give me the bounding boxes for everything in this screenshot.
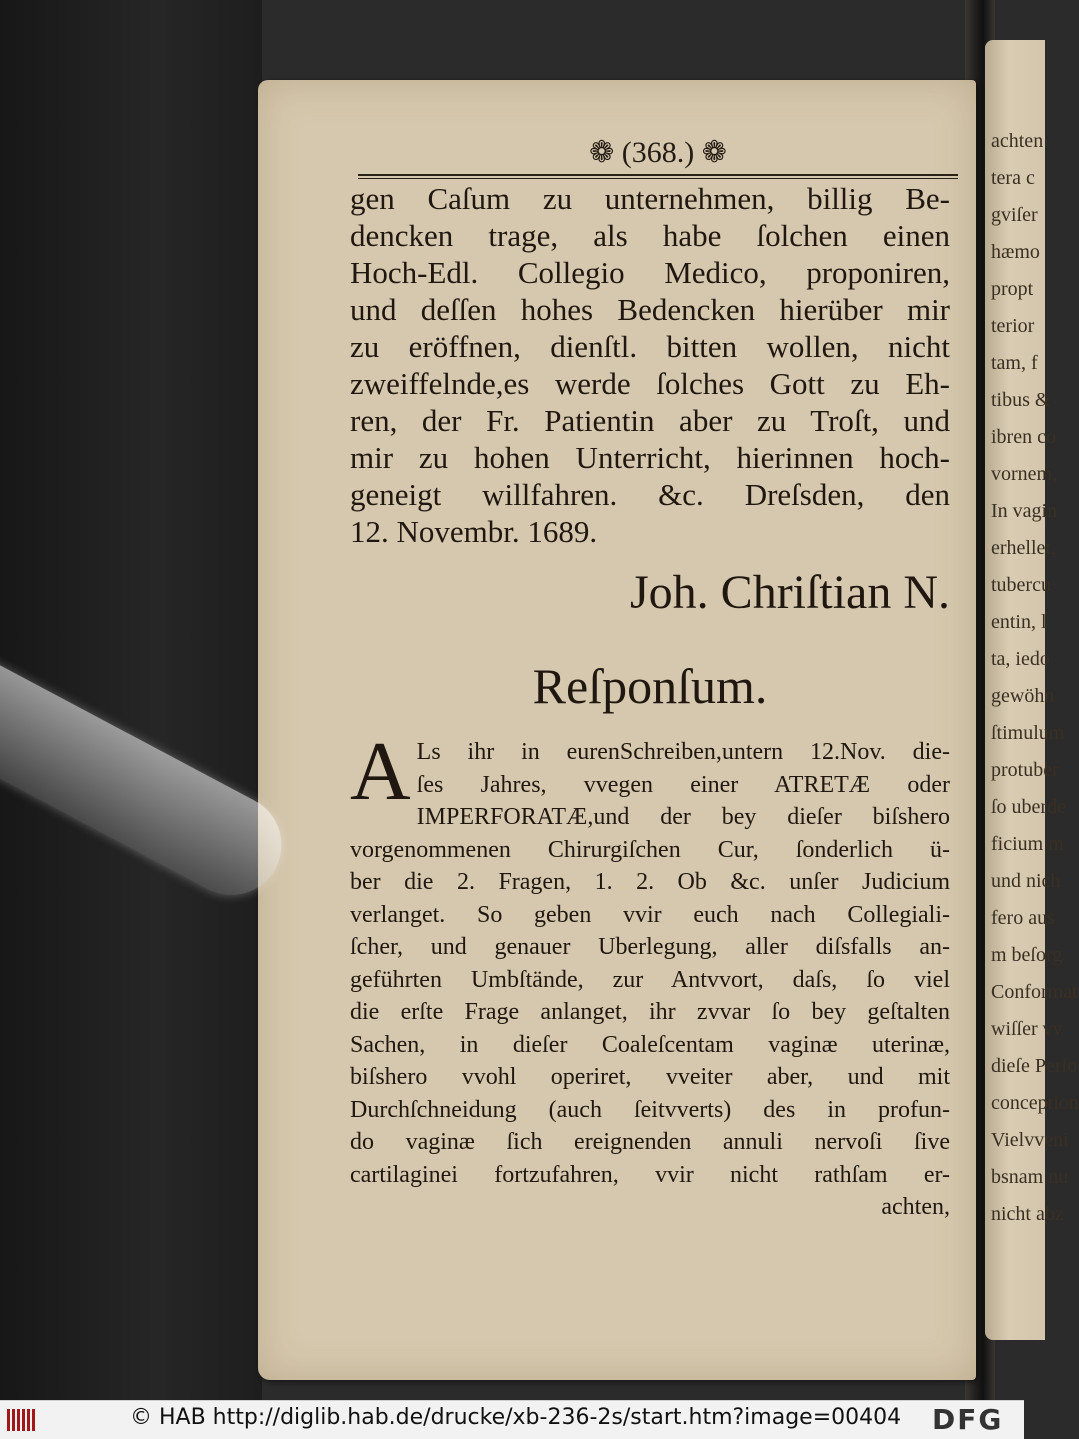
adjacent-page-fragment: ibren co	[991, 426, 1056, 448]
copyright-url[interactable]: © HAB http://diglib.hab.de/drucke/xb-236-2s/start.htm?image=00404	[130, 1405, 902, 1430]
text-line: dencken trage, als habe ſolchen einen	[350, 218, 950, 253]
text-line: und deſſen hohes Bedencken hierüber mir	[350, 292, 950, 327]
page-text	[350, 180, 950, 1223]
adjacent-page-fragment: Vielvveni	[991, 1129, 1069, 1151]
text-line: ber die 2. Fragen, 1. 2. Ob &c. unſer Judicium	[350, 869, 950, 895]
adjacent-page-fragment: und nich	[991, 870, 1061, 892]
adjacent-page-fragment: In vagin	[991, 500, 1058, 522]
text-line: cartilaginei fortzufahren, vvir nicht rathſam er-	[350, 1161, 950, 1188]
text-line: gen Caſum zu unternehmen, billig Be-	[350, 181, 950, 216]
adjacent-page-fragment: wiſſer vv	[991, 1018, 1063, 1040]
adjacent-page-fragment: entin, l	[991, 611, 1047, 633]
adjacent-page-fragment: bsnam nu	[991, 1166, 1069, 1188]
section-heading: Reſponſum.	[532, 658, 768, 714]
adjacent-page-fragment: nicht abz	[991, 1203, 1064, 1225]
adjacent-page-fragment: vornem,	[991, 463, 1058, 485]
text-line: ren, der Fr. Patientin aber zu Troſt, und	[350, 403, 950, 438]
adjacent-page-fragment: tam, f	[991, 352, 1038, 374]
text-line: Durchſchneidung (auch ſeitvverts) des in profun-	[350, 1096, 950, 1123]
text-line: geführten Umbſtände, zur Antvvort, daſs, ſo viel	[350, 966, 950, 993]
adjacent-page-fragment: tera c	[991, 167, 1035, 189]
adjacent-page-fragment: ta, iedo	[991, 648, 1050, 670]
adjacent-page-fragment: hæmo	[991, 241, 1040, 263]
text-line: ſcher, und genauer Uberlegung, aller diſsfalls an-	[350, 934, 950, 960]
letter-paragraph	[350, 180, 950, 550]
adjacent-page-edge	[985, 40, 1079, 1340]
footer-bar	[0, 1400, 1024, 1439]
text-line: zweiffelnde,es werde ſolches Gott zu Eh-	[350, 366, 950, 401]
text-line: IMPERFORATÆ,und der bey dieſer biſshero	[416, 804, 950, 830]
adjacent-page-fragment: tubercu	[991, 574, 1051, 596]
text-line: do vaginæ ſich ereignenden annuli nervoſi ſive	[350, 1129, 950, 1155]
adjacent-page-fragment: achten	[991, 130, 1044, 152]
text-line: ſes Jahres, vvegen einer ATRETÆ oder	[416, 771, 950, 798]
text-line: verlanget. So geben vvir euch nach Collegiali-	[350, 901, 950, 928]
text-line: 12. Novembr. 1689.	[350, 514, 598, 549]
text-line: mir zu hohen Unterricht, hierinnen hoch-	[350, 440, 950, 475]
dfg-logo: DFG	[932, 1403, 1004, 1436]
adjacent-page-fragment: m beſorg	[991, 944, 1063, 966]
adjacent-page-fragment: protuber	[991, 759, 1059, 781]
adjacent-page-fragment: terior	[991, 315, 1035, 337]
catchword: achten,	[881, 1194, 950, 1220]
adjacent-page-fragment: propt	[991, 278, 1034, 300]
signature: Joh. Chriſtian N.	[630, 566, 950, 619]
adjacent-page-fragment: fero aus	[991, 907, 1055, 929]
header-rule-thin	[358, 178, 958, 179]
book-page	[258, 80, 976, 1380]
header-rule	[358, 174, 958, 176]
text-line: geneigt willfahren. &c. Dreſsden, den	[350, 477, 950, 512]
text-line: Sachen, in dieſer Coaleſcentam vaginæ uterinæ,	[350, 1031, 950, 1058]
adjacent-page-fragment: ſo uberde	[991, 796, 1066, 818]
text-line: Hoch-Edl. Collegio Medico, proponiren,	[350, 255, 950, 290]
adjacent-page-fragment: gviſer	[991, 204, 1038, 226]
adjacent-page-fragment: erhellet,	[991, 537, 1056, 559]
text-line: biſshero vvohl operiret, vveiter aber, und mit	[350, 1064, 950, 1090]
adjacent-page-fragment: Conformat	[991, 981, 1078, 1003]
text-line: zu eröffnen, dienſtl. bitten wollen, nicht	[350, 329, 950, 364]
response-paragraph	[350, 725, 950, 1223]
text-line: vorgenommenen Chirurgiſchen Cur, ſonderlich ü-	[350, 836, 950, 863]
adjacent-page-fragment: dieſe Perſo	[991, 1055, 1078, 1077]
page-header: ❁ (368.) ❁	[589, 136, 727, 169]
drop-cap: A	[350, 725, 411, 818]
text-line: die erſte Frage anlanget, ihr zvvar ſo bey geſtalten	[350, 999, 950, 1025]
text-line: Ls ihr in eurenSchreiben,untern 12.Nov. die-	[416, 739, 950, 765]
adjacent-page-fragment: ficium m	[991, 833, 1064, 855]
hab-logo-icon	[6, 1407, 36, 1433]
adjacent-page-fragment: gewöhn	[991, 685, 1055, 707]
adjacent-page-fragment: tibus &	[991, 389, 1051, 411]
adjacent-page-fragment: conception	[991, 1092, 1079, 1114]
adjacent-page-fragment: ſtimulum	[991, 722, 1065, 744]
